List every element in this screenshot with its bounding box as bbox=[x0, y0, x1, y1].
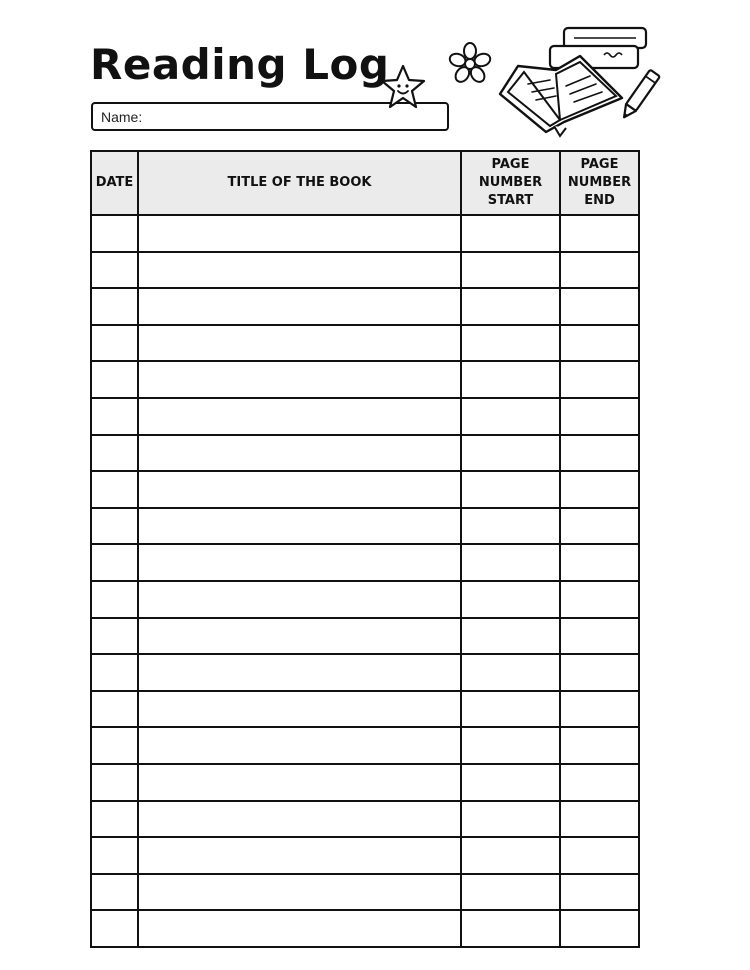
table-row bbox=[91, 325, 639, 362]
page-end-cell[interactable] bbox=[560, 252, 639, 289]
table-row bbox=[91, 764, 639, 801]
page-end-cell[interactable] bbox=[560, 764, 639, 801]
page-end-cell[interactable] bbox=[560, 398, 639, 435]
page-end-cell[interactable] bbox=[560, 801, 639, 838]
page-start-cell[interactable] bbox=[461, 544, 560, 581]
page-end-cell[interactable] bbox=[560, 581, 639, 618]
date-cell[interactable] bbox=[91, 837, 138, 874]
page-end-cell[interactable] bbox=[560, 435, 639, 472]
table-row bbox=[91, 398, 639, 435]
date-cell[interactable] bbox=[91, 691, 138, 728]
title-cell[interactable] bbox=[138, 508, 461, 545]
date-cell[interactable] bbox=[91, 435, 138, 472]
title-cell[interactable] bbox=[138, 618, 461, 655]
page-start-cell[interactable] bbox=[461, 435, 560, 472]
page-end-cell[interactable] bbox=[560, 618, 639, 655]
title-cell[interactable] bbox=[138, 837, 461, 874]
table-row bbox=[91, 288, 639, 325]
date-cell[interactable] bbox=[91, 874, 138, 911]
table-row bbox=[91, 727, 639, 764]
table-row bbox=[91, 361, 639, 398]
title-cell[interactable] bbox=[138, 581, 461, 618]
title-cell[interactable] bbox=[138, 654, 461, 691]
column-header-title: TITLE OF THE BOOK bbox=[138, 151, 461, 215]
date-cell[interactable] bbox=[91, 654, 138, 691]
date-cell[interactable] bbox=[91, 910, 138, 947]
title-cell[interactable] bbox=[138, 801, 461, 838]
page-end-cell[interactable] bbox=[560, 288, 639, 325]
date-cell[interactable] bbox=[91, 618, 138, 655]
page-start-cell[interactable] bbox=[461, 801, 560, 838]
page-end-cell[interactable] bbox=[560, 471, 639, 508]
title-cell[interactable] bbox=[138, 727, 461, 764]
flower-icon bbox=[446, 40, 494, 88]
page-end-cell[interactable] bbox=[560, 727, 639, 764]
title-cell[interactable] bbox=[138, 471, 461, 508]
page-start-cell[interactable] bbox=[461, 581, 560, 618]
page-start-cell[interactable] bbox=[461, 508, 560, 545]
page-start-cell[interactable] bbox=[461, 471, 560, 508]
date-cell[interactable] bbox=[91, 544, 138, 581]
page-end-cell[interactable] bbox=[560, 654, 639, 691]
page-start-cell[interactable] bbox=[461, 325, 560, 362]
page-start-cell[interactable] bbox=[461, 361, 560, 398]
date-cell[interactable] bbox=[91, 252, 138, 289]
table-row bbox=[91, 435, 639, 472]
title-cell[interactable] bbox=[138, 361, 461, 398]
page-end-cell[interactable] bbox=[560, 325, 639, 362]
page-start-cell[interactable] bbox=[461, 764, 560, 801]
page-end-cell[interactable] bbox=[560, 544, 639, 581]
page-end-cell[interactable] bbox=[560, 508, 639, 545]
column-header-page-end: PAGE NUMBER END bbox=[560, 151, 639, 215]
open-book-icon bbox=[494, 46, 634, 140]
table-header-row bbox=[91, 151, 639, 215]
table-row bbox=[91, 215, 639, 252]
pencil-icon bbox=[616, 66, 662, 126]
table-row bbox=[91, 801, 639, 838]
date-cell[interactable] bbox=[91, 581, 138, 618]
table-row bbox=[91, 910, 639, 947]
table-row bbox=[91, 471, 639, 508]
date-cell[interactable] bbox=[91, 471, 138, 508]
title-cell[interactable] bbox=[138, 874, 461, 911]
page-start-cell[interactable] bbox=[461, 874, 560, 911]
date-cell[interactable] bbox=[91, 398, 138, 435]
page-start-cell[interactable] bbox=[461, 252, 560, 289]
page-end-cell[interactable] bbox=[560, 874, 639, 911]
reading-log-table bbox=[90, 150, 640, 948]
title-cell[interactable] bbox=[138, 910, 461, 947]
page-end-cell[interactable] bbox=[560, 361, 639, 398]
star-icon bbox=[378, 62, 428, 112]
page-start-cell[interactable] bbox=[461, 837, 560, 874]
title-cell[interactable] bbox=[138, 435, 461, 472]
table-row bbox=[91, 691, 639, 728]
page-end-cell[interactable] bbox=[560, 691, 639, 728]
table-row bbox=[91, 654, 639, 691]
page-start-cell[interactable] bbox=[461, 215, 560, 252]
table-row bbox=[91, 618, 639, 655]
column-header-date: DATE bbox=[91, 151, 138, 215]
page-title: Reading Log bbox=[90, 40, 390, 89]
page-start-cell[interactable] bbox=[461, 398, 560, 435]
date-cell[interactable] bbox=[91, 508, 138, 545]
column-header-page-start: PAGE NUMBER START bbox=[461, 151, 560, 215]
date-cell[interactable] bbox=[91, 727, 138, 764]
date-cell[interactable] bbox=[91, 764, 138, 801]
page-start-cell[interactable] bbox=[461, 654, 560, 691]
page-end-cell[interactable] bbox=[560, 910, 639, 947]
title-cell[interactable] bbox=[138, 764, 461, 801]
title-cell[interactable] bbox=[138, 215, 461, 252]
date-cell[interactable] bbox=[91, 215, 138, 252]
table-row bbox=[91, 508, 639, 545]
title-cell[interactable] bbox=[138, 691, 461, 728]
page-start-cell[interactable] bbox=[461, 727, 560, 764]
table-row bbox=[91, 874, 639, 911]
table-row bbox=[91, 837, 639, 874]
table-row bbox=[91, 252, 639, 289]
name-label: Name: bbox=[101, 108, 143, 125]
title-cell[interactable] bbox=[138, 325, 461, 362]
date-cell[interactable] bbox=[91, 361, 138, 398]
table-row bbox=[91, 581, 639, 618]
page-start-cell[interactable] bbox=[461, 288, 560, 325]
page-end-cell[interactable] bbox=[560, 837, 639, 874]
title-cell[interactable] bbox=[138, 398, 461, 435]
title-cell[interactable] bbox=[138, 544, 461, 581]
page-end-cell[interactable] bbox=[560, 215, 639, 252]
page-start-cell[interactable] bbox=[461, 691, 560, 728]
title-cell[interactable] bbox=[138, 288, 461, 325]
page-start-cell[interactable] bbox=[461, 910, 560, 947]
page-start-cell[interactable] bbox=[461, 618, 560, 655]
table-row bbox=[91, 544, 639, 581]
date-cell[interactable] bbox=[91, 325, 138, 362]
title-cell[interactable] bbox=[138, 252, 461, 289]
date-cell[interactable] bbox=[91, 801, 138, 838]
date-cell[interactable] bbox=[91, 288, 138, 325]
